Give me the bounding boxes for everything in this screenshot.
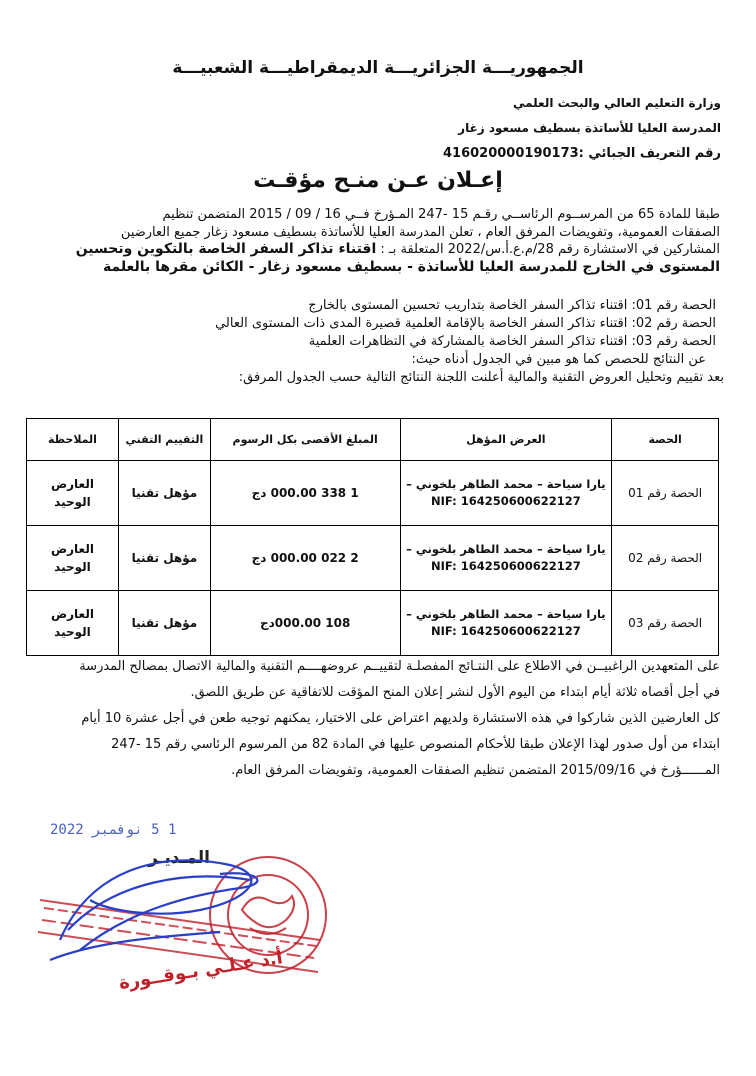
bidder-name: يارا سياحة – محمد الطاهر بلخوني –	[406, 477, 606, 491]
bidder-nif: NIF: 164250600622127	[431, 559, 581, 573]
intro-line-3-text: المشاركين في الاستشارة رقم 28/م.ع.أ.س/2022 المتعلقة بـ :	[380, 242, 720, 257]
note-cell: العارض الوحيد	[27, 591, 119, 656]
intro-paragraph	[30, 206, 720, 276]
header-lot: الحصة	[612, 419, 719, 461]
lot-item: الحصة رقم 02: اقتناء تذاكر السفر الخاصة بالإقامة العلمية قصيرة المدى ذات المستوى العالي	[215, 316, 716, 331]
bidder-name: يارا سياحة – محمد الطاهر بلخوني –	[406, 542, 606, 556]
results-table	[26, 418, 719, 656]
bidder-cell	[400, 591, 612, 656]
consultation-line-1: على المتعهدين الراغبيــن في الاطلاع على النتـائج المفصلـة لتقييــم عروضهــــم التقنية والمالية الاتصال بمصالح المدرسة	[79, 659, 720, 674]
lot-cell: الحصة رقم 02	[612, 526, 719, 591]
intro-line-3	[30, 241, 720, 259]
evaluation-cell: مؤهل تقنيا	[118, 526, 210, 591]
evaluation-cell: مؤهل تقنيا	[118, 591, 210, 656]
results-intro-2: بعد تقييم وتحليل العروض التقنية والمالية أعلنت اللجنة النتائج التالية حسب الجدول المرفق:	[238, 370, 724, 385]
tax-id: رقم التعريف الجبائي :416020000190173	[442, 146, 721, 161]
intro-subject-2: المستوى في الخارج للمدرسة العليا للأساتذة - بسطيف مسعود زغار - الكائن مقرها بالعلمة	[102, 258, 720, 275]
consultation-line-2: في أجل أقصاه ثلاثة أيام ابتداء من اليوم الأول لنشر إعلان المنح المؤقت للاتفاقية عن طريق اللصق.	[190, 685, 720, 700]
ministry-name: وزارة التعليم العالي والبحث العلمي	[512, 96, 721, 110]
bidder-cell	[400, 461, 612, 526]
amount-cell: 108 000.00دج	[210, 591, 400, 656]
bidder-name: يارا سياحة – محمد الطاهر بلخوني –	[406, 607, 606, 621]
intro-line-1: طبقا للمادة 65 من المرســوم الرئاســي رقـم 15 -247 المـؤرخ فــي 16 / 09 / 2015 المتضمن تنظيم	[162, 207, 720, 222]
results-intro-1: عن النتائج للحصص كما هو مبين في الجدول أدناه حيث:	[411, 352, 706, 367]
bidder-cell	[400, 526, 612, 591]
official-stamp-and-signature	[20, 840, 340, 1040]
table-row	[27, 526, 719, 591]
lot-cell: الحصة رقم 01	[612, 461, 719, 526]
director-name: أ.د عـلـي بـوقــورة	[117, 947, 285, 994]
date-stamp: 1 5 نوفمبر 2022	[50, 822, 177, 838]
evaluation-cell: مؤهل تقنيا	[118, 461, 210, 526]
bidder-nif: NIF: 164250600622127	[431, 494, 581, 508]
header-amount: المبلغ الأقصى بكل الرسوم	[210, 419, 400, 461]
amount-cell: 1 338 000.00 دج	[210, 461, 400, 526]
appeal-paragraph	[32, 706, 720, 784]
lot-item: الحصة رقم 01: اقتناء تذاكر السفر الخاصة بتداريب تحسين المستوى بالخارج	[308, 298, 716, 313]
announcement-title: إعـلان عـن منـح مؤقـت	[253, 168, 503, 193]
consultation-paragraph	[32, 654, 720, 706]
intro-subject-1: اقتناء تذاكر السفر الخاصة بالتكوين وتحسين	[75, 241, 377, 257]
table-row	[27, 591, 719, 656]
lots-list	[215, 297, 724, 387]
bidder-nif: NIF: 164250600622127	[431, 624, 581, 638]
appeal-line-2: ابتداء من أول صدور لهذا الإعلان طبقا للأحكام المنصوص عليها في المادة 82 من المرسوم الرئاسي رقم 15 -247	[111, 737, 720, 752]
appeal-line-3: المــــــؤرخ في 2015/09/16 المتضمن تنظيم الصفقات العمومية، وتفويضات المرفق العام.	[231, 763, 720, 778]
lot-item: الحصة رقم 03: اقتناء تذاكر السفر الخاصة بالمشاركة في التظاهرات العلمية	[308, 334, 716, 349]
table-header-row	[27, 419, 719, 461]
amount-cell: 2 022 000.00 دج	[210, 526, 400, 591]
header-note: الملاحظة	[27, 419, 119, 461]
school-name: المدرسة العليا للأساتذة بسطيف مسعود زغار	[458, 121, 721, 135]
header-bidder: العرض المؤهل	[400, 419, 612, 461]
header-evaluation: التقييم التقني	[118, 419, 210, 461]
appeal-line-1: كل العارضين الذين شاركوا في هذه الاستشارة ولديهم اعتراض على الاختيار، يمكنهم توجيه طعن في أجل عشرة 10 أيام	[81, 711, 720, 726]
table-row	[27, 461, 719, 526]
note-cell: العارض الوحيد	[27, 461, 119, 526]
director-title: المـديـر	[148, 848, 211, 868]
lot-cell: الحصة رقم 03	[612, 591, 719, 656]
republic-heading: الجمهوريـــة الجزائريـــة الديمقراطيـــة الشعبيـــة	[172, 58, 584, 78]
intro-line-2: الصفقات العمومية، وتفويضات المرفق العام ، تعلن المدرسة العليا للأساتذة بسطيف مسعود زغار جميع العارضين	[120, 224, 720, 240]
note-cell: العارض الوحيد	[27, 526, 119, 591]
